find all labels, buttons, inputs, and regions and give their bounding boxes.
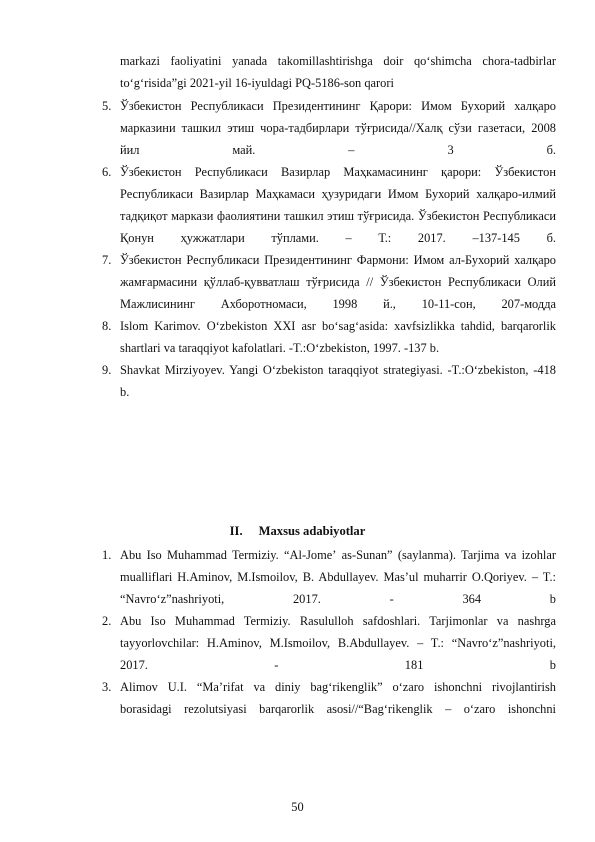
item-text: Abu Iso Muhammad Termiziy. “Al-Jomeʼ as-Sunan” (saylanma). Tarjima va izohlar mualliflari H.Aminov, M.Ismoilov, B. Abdullayev. Masʼul muharrir O.Qoriyev. – T.: “Navroʻz”nashriyoti, 2017. - 364 b <box>120 548 556 606</box>
list-item <box>102 95 556 161</box>
section-title: Maxsus adabiyotlar <box>258 524 366 538</box>
item-text: Alimov U.I. “Ma’rifat va diniy bagʻrikenglik” oʻzaro ishonchni rivojlantirish borasidagi rezolutsiyasi barqarorlik asosi//“Bagʻrikenglik – oʻzaro ishonchni <box>120 680 556 716</box>
item-number: 9. <box>102 363 112 377</box>
item-text: Ўзбекистон Республикаси Вазирлар Маҳкамасининг қарори: Ўзбекистон Республикаси Вазирлар Маҳкамаси ҳузуридаги Имом Бухорий халқаро-илмий тадқиқот маркази фаолиятини ташкил этиш тўғрисида. Ўзбекистон Республикаси Қонун ҳужжатлари тўплами. – Т.: 2017. –137-145 б. <box>120 165 556 245</box>
item-number: 5. <box>102 99 112 113</box>
list-item <box>102 249 556 315</box>
section-heading <box>0 522 595 540</box>
item-number: 8. <box>102 319 112 333</box>
item-number: 3. <box>102 680 112 694</box>
item-text: Shavkat Mirziyoyev. Yangi O‘zbekiston taraqqiyot strategiyasi. -T.:O‘zbekiston, -418 b. <box>120 363 556 399</box>
item-number: 6. <box>102 165 112 179</box>
item-text: Islom Karimov. O‘zbekiston XXI asr bo‘sag‘asida: xavfsizlikka tahdid, barqarorlik shartlari va taraqqiyot kafolatlari. -T.:O‘zbekiston, 1997. -137 b. <box>120 319 556 355</box>
item-text: Ўзбекистон Республикаси Президентининг Қарори: Имом Бухорий халқаро марказини ташкил этиш чора-тадбирлари тўғрисида//Халқ сўзи газетаси, 2008 йил май. – 3 б. <box>120 99 556 157</box>
item-number: 2. <box>102 614 112 628</box>
item-text: Abu Iso Muhammad Termiziy. Rasululloh safdoshlari. Tarjimonlar va nashrga tayyorlovchilar: H.Aminov, M.Ismoilov, B.Abdullayev. – T.: “Navroʻz”nashriyoti, 2017. - 181 b <box>120 614 556 672</box>
reference-list-special <box>102 544 556 720</box>
list-item <box>102 676 556 720</box>
list-item <box>102 315 556 359</box>
item-number: 1. <box>102 548 112 562</box>
continuation-paragraph: markazi faoliyatini yanada takomillashtirishga doir qoʻshimcha chora-tadbirlar toʻgʻrisida”gi 2021-yil 16-iyuldagi PQ-5186-son qarori <box>120 54 556 90</box>
page-number: 50 <box>291 800 304 814</box>
list-item <box>102 359 556 403</box>
item-number: 7. <box>102 253 112 267</box>
item-text: Ўзбекистон Республикаси Президентининг Фармони: Имом ал-Бухорий халқаро жамғармасини қўллаб-қувватлаш тўғрисида // Ўзбекистон Республикаси Олий Мажлисининг Ахборотномаси, 1998 й., 10-11-сон, 207-модда <box>120 253 556 311</box>
list-item <box>102 610 556 676</box>
list-item <box>102 544 556 610</box>
reference-list-general <box>102 95 556 403</box>
list-item <box>102 161 556 249</box>
section-number: II. <box>229 524 243 538</box>
